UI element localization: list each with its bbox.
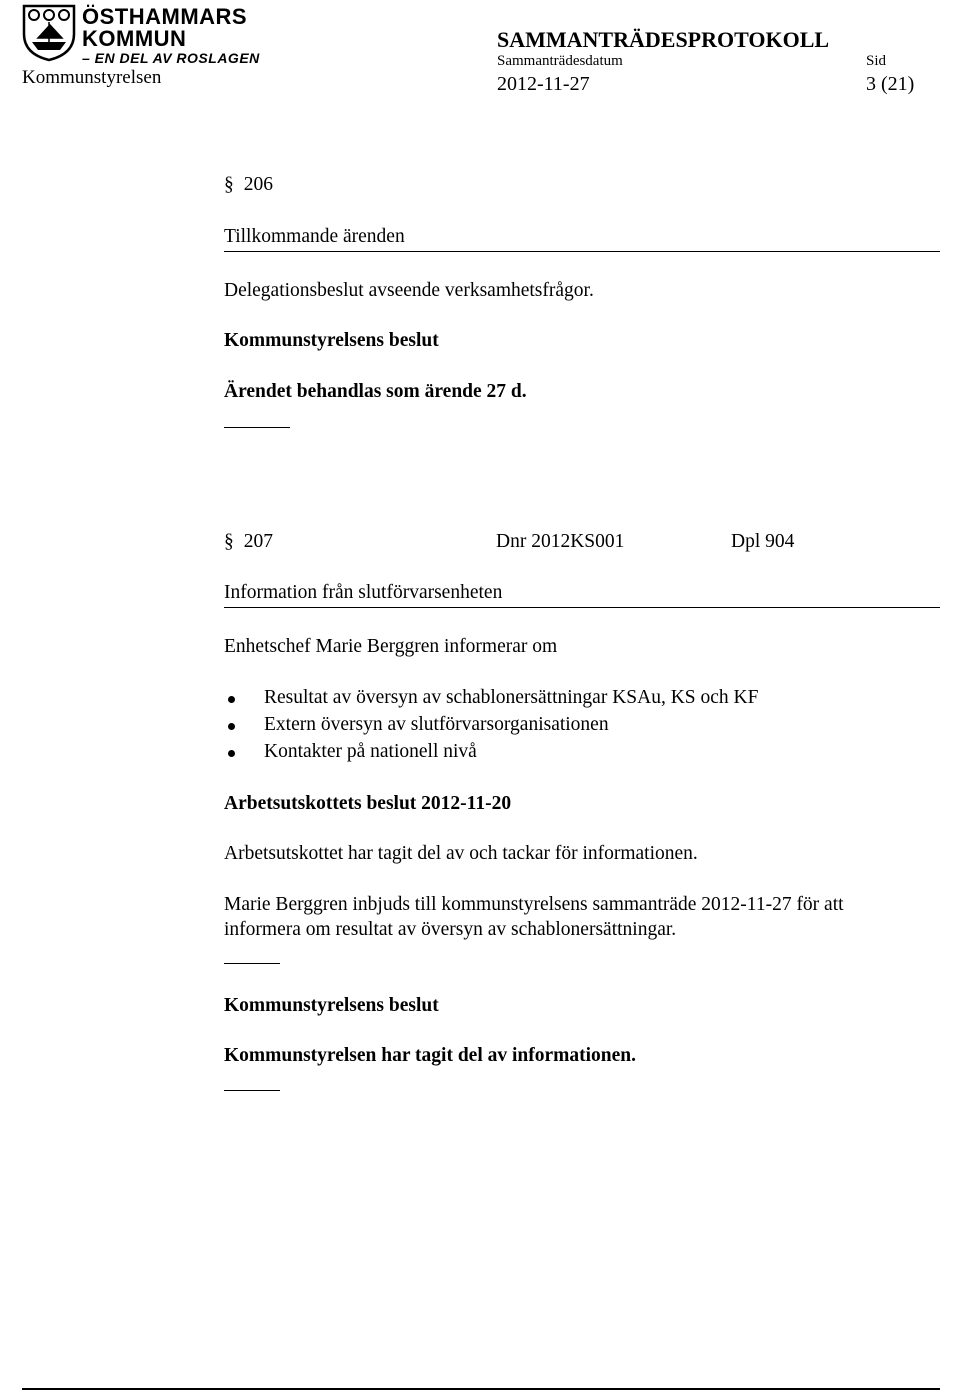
meeting-date: 2012-11-27	[497, 73, 590, 95]
section-title: Information från slutförvarsenheten	[224, 582, 503, 603]
invitation-text-line1: Marie Berggren inbjuds till kommunstyrelsens sammanträde 2012-11-27 för att	[224, 894, 844, 915]
org-name: ÖSTHAMMARS	[82, 4, 248, 29]
section-description: Delegationsbeslut avseende verksamhetsfrågor.	[224, 280, 594, 301]
document-type: SAMMANTRÄDESPROTOKOLL	[497, 27, 830, 52]
coat-of-arms-icon	[22, 4, 76, 62]
section-intro: Enhetschef Marie Berggren informerar om	[224, 636, 558, 657]
title-underline	[224, 607, 940, 608]
decision-text: Kommunstyrelsen har tagit del av informationen.	[224, 1045, 637, 1066]
decision-text: Ärendet behandlas som ärende 27 d.	[224, 381, 527, 402]
org-name-line2: KOMMUN	[82, 26, 187, 51]
list-item: Kontakter på nationell nivå	[264, 741, 477, 762]
committee-decision-heading: Arbetsutskottets beslut 2012-11-20	[224, 793, 512, 814]
section-end-rule	[224, 1090, 280, 1091]
page-number: 3 (21)	[866, 73, 915, 95]
registration-number: Dnr 2012KS001	[496, 531, 625, 552]
archive-plan-number: Dpl 904	[731, 531, 795, 552]
section-number: 206	[243, 174, 273, 195]
paragraph-symbol: §	[224, 531, 234, 552]
section-heading	[224, 531, 273, 553]
department-name: Kommunstyrelsen	[22, 67, 162, 88]
section-number: 207	[243, 531, 273, 552]
committee-decision-text: Arbetsutskottet har tagit del av och tackar för informationen.	[224, 843, 698, 864]
paragraph-symbol: §	[224, 174, 234, 195]
invitation-text-line2: informera om resultat av översyn av schablonersättningar.	[224, 919, 677, 940]
bullet-icon	[228, 723, 235, 730]
title-underline	[224, 251, 940, 252]
list-item: Resultat av översyn av schablonersättningar KSAu, KS och KF	[264, 687, 759, 708]
bullet-icon	[228, 696, 235, 703]
section-end-rule	[224, 427, 290, 428]
date-label: Sammanträdesdatum	[497, 53, 623, 69]
list-item: Extern översyn av slutförvarsorganisationen	[264, 714, 609, 735]
bullet-icon	[228, 750, 235, 757]
decision-heading: Kommunstyrelsens beslut	[224, 995, 439, 1016]
section-heading	[224, 174, 273, 196]
decision-heading: Kommunstyrelsens beslut	[224, 330, 439, 351]
page-label: Sid	[866, 53, 887, 69]
committee-end-rule	[224, 963, 280, 964]
org-tagline: – EN DEL AV ROSLAGEN	[82, 50, 260, 66]
footer-rule	[22, 1388, 940, 1390]
section-title: Tillkommande ärenden	[224, 226, 405, 247]
